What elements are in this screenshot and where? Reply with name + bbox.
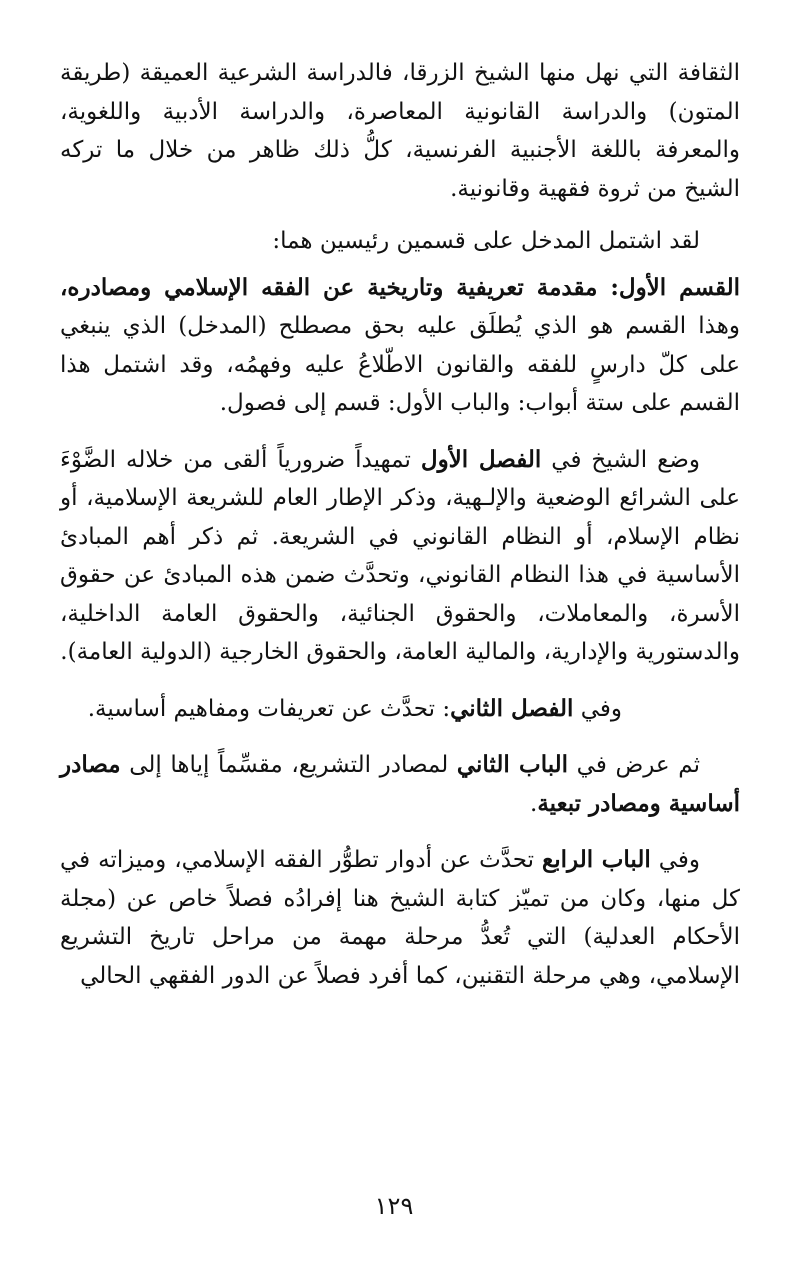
section-heading: القسم الأول: مقدمة تعريفية وتاريخية عن الفقه الإسلامي ومصادره، [60, 273, 740, 301]
sources-term: مصادر أساسية ومصادر تبعية [60, 751, 740, 817]
paragraph-3-text: وهذا القسم هو الذي يُطلَق عليه بحق مصطلح (المدخل) الذي ينبغي على كلّ دارسٍ للفقه والقانون الاطّلاعُ عليه وفهمُه، وقد اشتمل هذا القسم على ستة أبواب: والباب الأول: قسم إلى فصول. [60, 313, 740, 416]
paragraph-6-text-a: ثم عرض في [568, 752, 700, 778]
page-body [60, 54, 740, 995]
chapter-two-term: الفصل الثاني [450, 694, 574, 722]
chapter-one-term: الفصل الأول [420, 445, 542, 473]
paragraph-7 [60, 841, 740, 995]
paragraph-1: الثقافة التي نهل منها الشيخ الزرقا، فالدراسة الشرعية العميقة (طريقة المتون) والدراسة القانونية المعاصرة، والدراسة الأدبية واللغوية، والمعرفة باللغة الأجنبية الفرنسية، كلُّ ذلك ظاهر من خلال ما تركه الشيخ من ثروة فقهية وقانونية. [60, 60, 740, 202]
paragraph-2: لقد اشتمل المدخل على قسمين رئيسين هما: [272, 228, 700, 254]
paragraph-4-text-b: تمهيداً ضرورياً ألقى من خلاله الضَّوْءَ على الشرائع الوضعية والإلـهية، وذكر الإطار العام للشريعة الإسلامية، أو نظام الإسلام، أو النظام القانوني في الشريعة. ثم ذكر أهم المبادئ الأساسية في هذا النظام القانوني، وتحدَّث ضمن هذه المبادئ عن حقوق الأسرة، والمعاملات، والحقوق الجنائية، والحقوق العامة الداخلية، والدستورية والإدارية، والمالية العامة، والحقوق الخارجية (الدولية العامة). [60, 446, 740, 665]
section-two-term: الباب الثاني [456, 751, 569, 778]
paragraph-6-text-b: لمصادر التشريع، مقسِّماً إياها إلى [120, 752, 457, 778]
paragraph-3 [60, 269, 740, 423]
paragraph-6-text-c: . [530, 790, 538, 817]
paragraph-4 [60, 441, 740, 672]
paragraph-4-text-a: وضع الشيخ في [541, 446, 701, 473]
section-four-term: الباب الرابع [542, 846, 651, 873]
paragraph-5 [60, 690, 740, 729]
page-number: ١٢٩ [374, 1192, 414, 1220]
paragraph-7-text-a: وفي [650, 847, 700, 873]
paragraph-5-text-a: وفي [573, 695, 622, 722]
paragraph-7-text-b: تحدَّث عن أدوار تطوُّر الفقه الإسلامي، وميزاته في كل منها، وكان من تميّز كتابة الشيخ هنا إفرادُه فصلاً خاص عن (مجلة الأحكام العدلية) التي تُعدُّ مرحلة مهمة من مراحل تاريخ التشريع الإسلامي، وهي مرحلة التقنين، كما أفرد فصلاً عن الدور الفقهي الحالي [60, 847, 740, 989]
paragraph-5-text-b: : تحدَّث عن تعريفات ومفاهيم أساسية. [87, 695, 451, 722]
paragraph-6 [60, 746, 740, 823]
